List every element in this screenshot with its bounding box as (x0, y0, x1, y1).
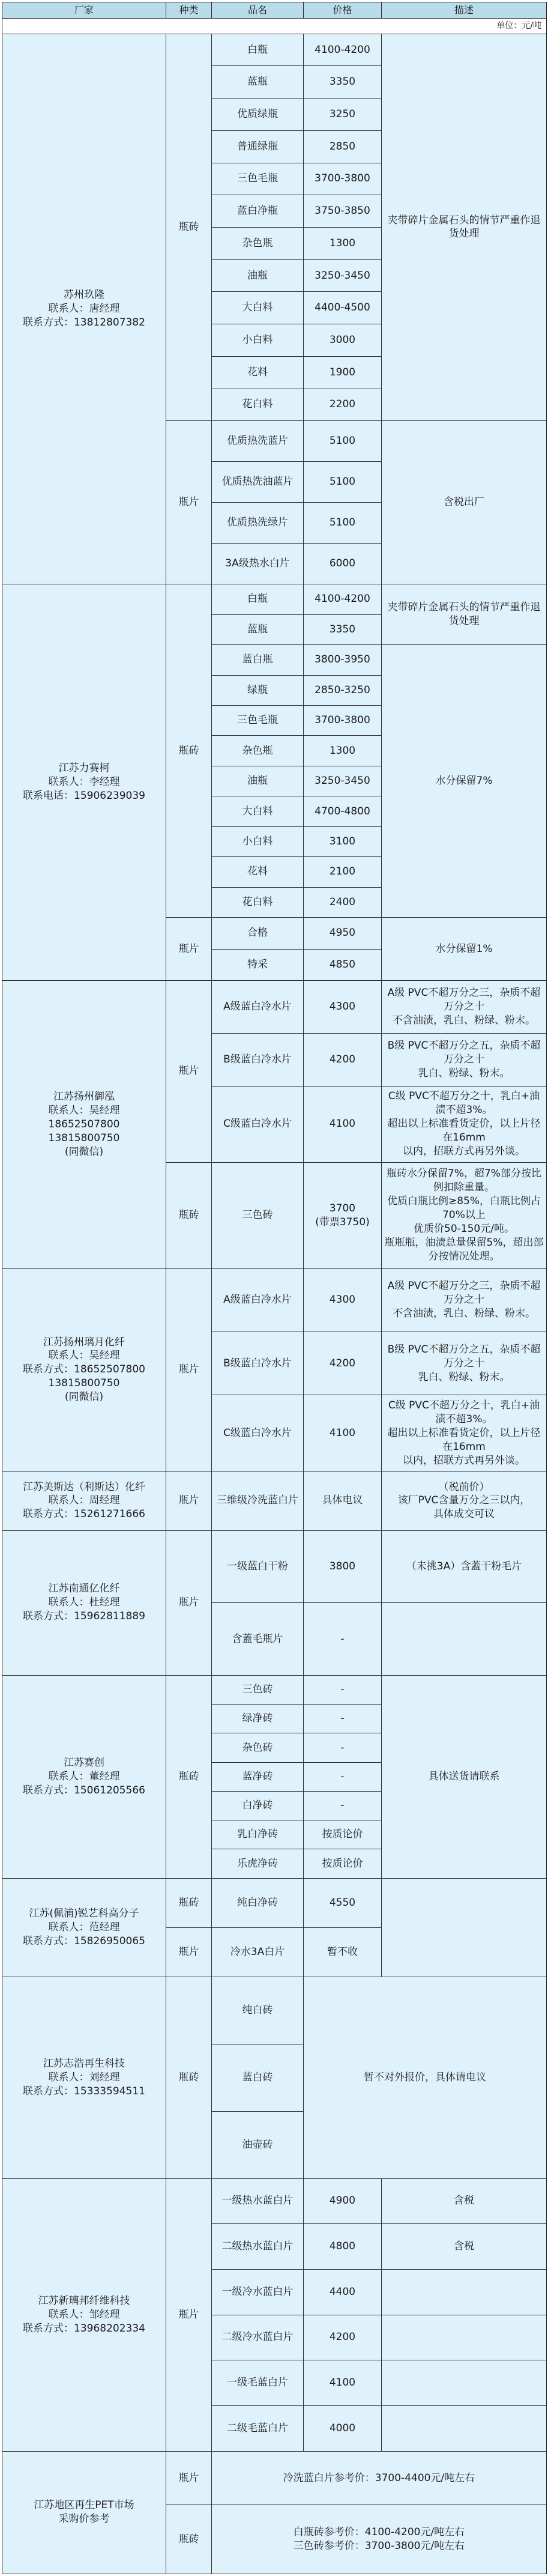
product-name: 三色毛瓶 (212, 705, 304, 735)
company-name: 江苏志浩再生科技 联系人：刘经理 联系方式：15333594511 (2, 1977, 166, 2179)
product-price: 3250-3450 (304, 259, 382, 292)
table-row (2, 981, 547, 1034)
product-price: 5100 (304, 421, 382, 462)
product-name: 杂色瓶 (212, 736, 304, 766)
product-name: 油壶砖 (212, 2111, 304, 2178)
description-cell: （未挑3A）含蓋干粉毛片 (382, 1530, 547, 1603)
product-price: 4200 (304, 2315, 382, 2360)
product-price: 3100 (304, 826, 382, 856)
category-cell: 瓶砖 (166, 1675, 212, 1878)
company-name: 江苏扬州璃月化纤 联系人：吴经理 联系方式：18652507800 13815800750 (同微信) (2, 1268, 166, 1471)
product-name: 优质绿瓶 (212, 98, 304, 131)
description-cell: 暂不对外报价，具体请电议 (304, 1977, 547, 2179)
product-name: 乳白净砖 (212, 1820, 304, 1849)
reference-price: 冷洗蓝白片参考价：3700-4400元/吨左右 (212, 2451, 547, 2505)
product-price: 4800 (304, 2224, 382, 2270)
category-cell: 瓶片 (166, 981, 212, 1162)
header-vendor: 厂家 (2, 2, 166, 19)
product-price: - (304, 1762, 382, 1791)
product-price: 4700-4800 (304, 796, 382, 826)
empty-cell (382, 1603, 547, 1676)
product-name: 二级热水蓝白片 (212, 2224, 304, 2270)
category-cell: 瓶砖 (166, 584, 212, 918)
product-price: 5100 (304, 503, 382, 544)
product-name: 三色毛瓶 (212, 163, 304, 195)
table-row (2, 2178, 547, 2224)
product-price: 3700-3800 (304, 163, 382, 195)
product-name: 纯白净砖 (212, 1878, 304, 1927)
category-cell: 瓶片 (166, 1927, 212, 1977)
company-name: 江苏扬州御泓 联系人：吴经理 18652507800 13815800750 (同微信) (2, 981, 166, 1268)
product-price: 4200 (304, 1033, 382, 1086)
product-name: 油瓶 (212, 766, 304, 796)
product-name: 普通绿瓶 (212, 130, 304, 163)
product-name: 大白料 (212, 796, 304, 826)
product-name: 蓝白净瓶 (212, 195, 304, 228)
product-price: 4950 (304, 918, 382, 950)
product-name: 二级冷水蓝白片 (212, 2315, 304, 2360)
product-name: 3A级热水白片 (212, 544, 304, 584)
product-price: - (304, 1603, 382, 1676)
product-price: - (304, 1733, 382, 1762)
category-cell: 瓶砖 (166, 34, 212, 421)
product-name: A级蓝白冷水片 (212, 1268, 304, 1332)
table-row (2, 1268, 547, 1332)
product-name: 白瓶 (212, 584, 304, 614)
company-name: 苏州玖隆 联系人：唐经理 联系方式：13812807382 (2, 34, 166, 584)
product-name: 冷水3A白片 (212, 1927, 304, 1977)
product-name: 花料 (212, 356, 304, 389)
product-name: 绿净砖 (212, 1705, 304, 1733)
product-name: 三色砖 (212, 1162, 304, 1268)
product-price: 4850 (304, 949, 382, 981)
product-price: 1300 (304, 227, 382, 259)
product-price: 2850 (304, 130, 382, 163)
product-price: 3350 (304, 66, 382, 98)
description-cell: 含税 (382, 2178, 547, 2224)
product-name: 一级蓝白干粉 (212, 1530, 304, 1603)
category-cell: 瓶砖 (166, 1162, 212, 1268)
header-desc: 描述 (382, 2, 547, 19)
empty-cell (382, 2315, 547, 2360)
product-price: 4100 (304, 2360, 382, 2406)
product-name: A级蓝白冷水片 (212, 981, 304, 1034)
product-price: 4200 (304, 1332, 382, 1395)
product-price: 4300 (304, 981, 382, 1034)
product-price: 4400-4500 (304, 292, 382, 324)
product-name: 三维级冷洗蓝白片 (212, 1471, 304, 1531)
product-price: 4550 (304, 1878, 382, 1927)
table-row (2, 2451, 547, 2505)
product-price: 4100-4200 (304, 584, 382, 614)
company-name: 江苏(佩浦)锐艺科高分子 联系人：范经理 联系方式：15826950065 (2, 1878, 166, 1977)
description-cell: 含税 (382, 2224, 547, 2270)
unit-label: 单位：元/吨 (2, 19, 547, 34)
product-price: - (304, 1705, 382, 1733)
product-name: 花白料 (212, 389, 304, 421)
product-name: 杂色砖 (212, 1733, 304, 1762)
empty-cell (382, 1878, 547, 1977)
product-name: 小白料 (212, 324, 304, 357)
product-name: 杂色瓶 (212, 227, 304, 259)
product-price: 4300 (304, 1268, 382, 1332)
description-cell: 具体送货请联系 (382, 1675, 547, 1878)
company-name: 江苏美斯达（利斯达）化纤 联系人：周经理 联系方式：15261271666 (2, 1471, 166, 1531)
product-name: 特采 (212, 949, 304, 981)
company-name: 江苏南通亿化纤 联系人：杜经理 联系方式：15962811889 (2, 1530, 166, 1675)
product-name: 蓝白瓶 (212, 645, 304, 675)
product-price: 2100 (304, 857, 382, 887)
product-name: 大白料 (212, 292, 304, 324)
product-name: 合格 (212, 918, 304, 950)
table-row (2, 1471, 547, 1531)
product-price: 5100 (304, 462, 382, 503)
description-cell: B级 PVC不超万分之五，杂质不超万分之十 乳白、粉绿、粉末。 (382, 1332, 547, 1395)
product-name: 白净砖 (212, 1791, 304, 1820)
header-price: 价格 (304, 2, 382, 19)
unit-row (2, 19, 547, 34)
product-name: 蓝白砖 (212, 2044, 304, 2111)
product-price: 3000 (304, 324, 382, 357)
category-cell: 瓶砖 (166, 1977, 212, 2179)
product-price: 4900 (304, 2178, 382, 2224)
product-name: 花料 (212, 857, 304, 887)
product-name: 蓝净砖 (212, 1762, 304, 1791)
table-row (2, 1977, 547, 2044)
product-price: 按质论价 (304, 1820, 382, 1849)
company-name: 江苏赛创 联系人：董经理 联系方式：15061205566 (2, 1675, 166, 1878)
table-row (2, 1878, 547, 1927)
table-row (2, 1675, 547, 1704)
product-price: - (304, 1791, 382, 1820)
product-name: 蓝瓶 (212, 66, 304, 98)
table-row (2, 584, 547, 614)
product-price: 3250-3450 (304, 766, 382, 796)
product-name: 花白料 (212, 887, 304, 917)
product-name: 一级热水蓝白片 (212, 2178, 304, 2224)
product-name: 优质热洗蓝片 (212, 421, 304, 462)
product-name: C级蓝白冷水片 (212, 1086, 304, 1162)
description-cell: 夹带碎片金属石头的情节严重作退货处理 (382, 34, 547, 421)
category-cell: 瓶片 (166, 2178, 212, 2451)
product-name: 小白料 (212, 826, 304, 856)
product-price: 6000 (304, 544, 382, 584)
product-name: 乐虎净砖 (212, 1849, 304, 1878)
product-price: 4400 (304, 2269, 382, 2315)
product-name: 含蓋毛瓶片 (212, 1603, 304, 1676)
product-price: 4000 (304, 2405, 382, 2451)
product-name: 白瓶 (212, 34, 304, 66)
product-name: 油瓶 (212, 259, 304, 292)
product-name: 三色砖 (212, 1675, 304, 1704)
category-cell: 瓶砖 (166, 1878, 212, 1927)
note-line: 超出以上标准看货定价，以上片径在16mm 以内，招联方式再另外谈。 (387, 1118, 541, 1158)
description-cell: 含税出厂 (382, 421, 547, 584)
description-cell: A级 PVC不超万分之三，杂质不超万分之十 不含油渍，乳白、粉绿、粉末。 (382, 981, 547, 1034)
description-cell: B级 PVC不超万分之五，杂质不超万分之十 乳白、粉绿、粉末。 (382, 1033, 547, 1086)
product-price: 1900 (304, 356, 382, 389)
product-name: 一级毛蓝白片 (212, 2360, 304, 2406)
description-cell: A级 PVC不超万分之三，杂质不超万分之十 不含油渍，乳白、粉绿、粉末。 (382, 1268, 547, 1332)
description-cell: 水分保留7% (382, 645, 547, 918)
empty-cell (382, 2405, 547, 2451)
product-price: 4100-4200 (304, 34, 382, 66)
description-cell: 水分保留1% (382, 918, 547, 981)
empty-cell (382, 2269, 547, 2315)
product-name: 优质热洗油蓝片 (212, 462, 304, 503)
category-cell: 瓶片 (166, 918, 212, 981)
description-cell (382, 1086, 547, 1162)
product-price: 3800 (304, 1530, 382, 1603)
product-name: 一级冷水蓝白片 (212, 2269, 304, 2315)
product-name: 优质热洗绿片 (212, 503, 304, 544)
company-name: 江苏地区再生PET市场 采购价参考 (2, 2451, 166, 2574)
product-name: 二级毛蓝白片 (212, 2405, 304, 2451)
product-name: B级蓝白冷水片 (212, 1033, 304, 1086)
product-price: 3800-3950 (304, 645, 382, 675)
description-cell: C级 PVC不超万分之十，乳白+油渍不超3%。 超出以上标准看货定价，以上片径在16mm 以内，招联方式再另外谈。 (382, 1395, 547, 1471)
product-price: 2200 (304, 389, 382, 421)
note-line: C级 PVC不超万分之十，乳白+油渍不超3%。 (388, 1090, 540, 1117)
product-price: 2400 (304, 887, 382, 917)
description-cell: 夹带碎片金属石头的情节严重作退货处理 (382, 584, 547, 645)
product-name: 绿瓶 (212, 675, 304, 705)
category-cell: 瓶片 (166, 1471, 212, 1531)
header-kind: 种类 (166, 2, 212, 19)
product-price: 具体电议 (304, 1471, 382, 1531)
category-cell: 瓶片 (166, 1530, 212, 1675)
category-cell: 瓶片 (166, 1268, 212, 1471)
product-price: 按质论价 (304, 1849, 382, 1878)
price-table (2, 2, 547, 2574)
product-price: 3750-3850 (304, 195, 382, 228)
product-name: 蓝瓶 (212, 614, 304, 644)
header-product: 品名 (212, 2, 304, 19)
product-price: 1300 (304, 736, 382, 766)
company-name: 江苏新璃邦纤维科技 联系人：邹经理 联系方式：13968202334 (2, 2178, 166, 2451)
product-price: 4100 (304, 1395, 382, 1471)
product-price: 3350 (304, 614, 382, 644)
product-price: 2850-3250 (304, 675, 382, 705)
empty-cell (382, 2360, 547, 2406)
description-cell: 瓶砖水分保留7%，超7%部分按比例扣除重量。 优质白瓶比例≥85%，白瓶比例占70%以上 优质价50-150元/吨。 瓶瓶瓶，油渍总量保留5%，超出部分按情况处理。 (382, 1162, 547, 1268)
table-row (2, 34, 547, 66)
category-cell: 瓶砖 (166, 2505, 212, 2574)
product-name: C级蓝白冷水片 (212, 1395, 304, 1471)
product-price: 3700-3800 (304, 705, 382, 735)
table-row (2, 1530, 547, 1603)
category-cell: 瓶片 (166, 2451, 212, 2505)
product-name: 纯白砖 (212, 1977, 304, 2044)
product-price: 暂不收 (304, 1927, 382, 1977)
product-price: 3250 (304, 98, 382, 131)
product-price: 4100 (304, 1086, 382, 1162)
product-price: 3700 (带票3750) (304, 1162, 382, 1268)
product-price: - (304, 1675, 382, 1704)
header-row (2, 2, 547, 19)
reference-price: 白瓶砖参考价：4100-4200元/吨左右 三色砖参考价：3700-3800元/吨左右 (212, 2505, 547, 2574)
company-name: 江苏力赛柯 联系人：李经理 联系电话：15906239039 (2, 584, 166, 981)
product-name: B级蓝白冷水片 (212, 1332, 304, 1395)
category-cell: 瓶片 (166, 421, 212, 584)
description-cell: （税前价） 该厂PVC含量万分之三以内， 具体成交可议 (382, 1471, 547, 1531)
